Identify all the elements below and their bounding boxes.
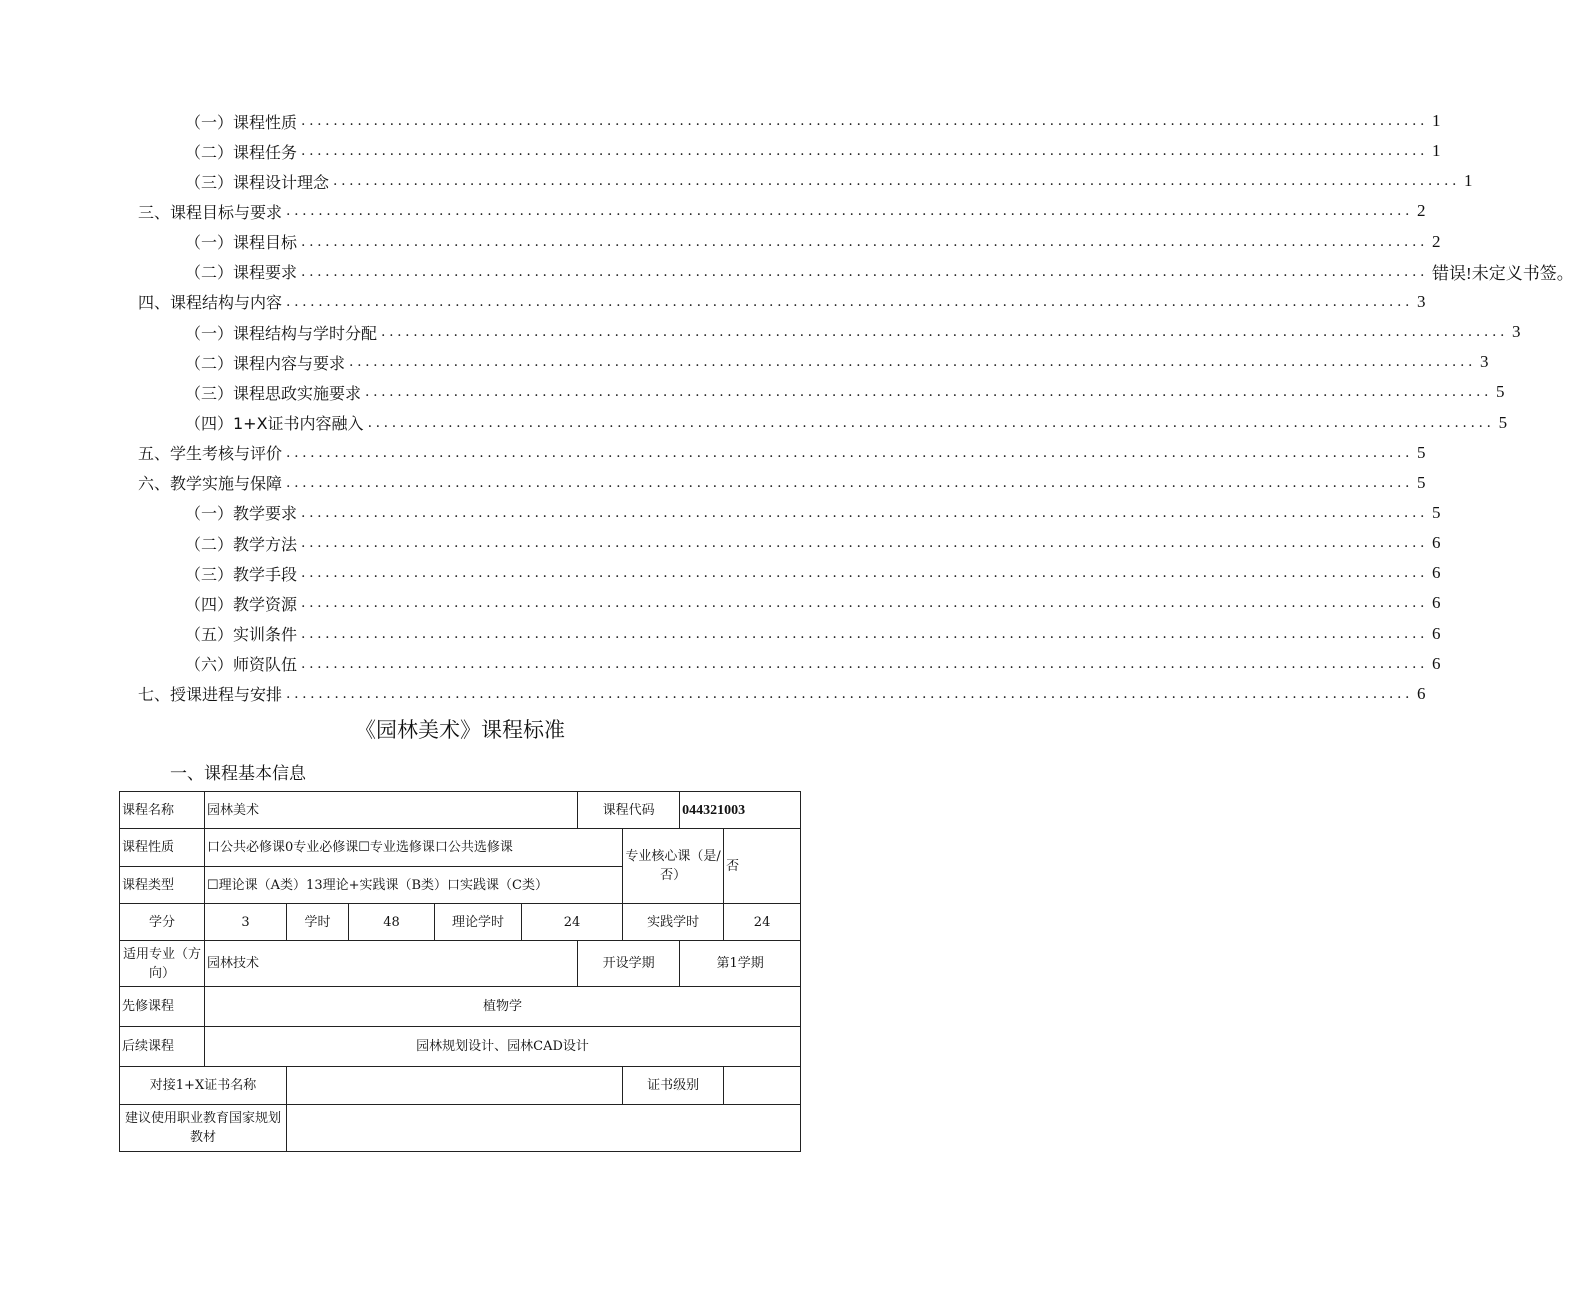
toc-entry-label: （二）课程要求 [185, 263, 298, 283]
table-row [120, 1027, 801, 1067]
toc-entry-label: 三、课程目标与要求 [138, 202, 283, 222]
section-heading: 一、课程基本信息 [170, 764, 306, 784]
toc-entry-page: 3 [1480, 352, 1489, 372]
toc-entry[interactable] [185, 622, 1441, 646]
cert-name-value [287, 1067, 623, 1105]
toc-leader-dots: ............................................................................................................................................ [301, 565, 1429, 582]
toc-entry-label: （一）课程性质 [185, 112, 298, 132]
toc-leader-dots: ............................................................................................................................................ [301, 504, 1429, 521]
toc-entry-label: （二）教学方法 [185, 534, 298, 554]
toc-entry-label: （四）教学资源 [185, 594, 298, 614]
toc-entry-page: 1 [1464, 171, 1473, 191]
toc-entry-page: 2 [1417, 201, 1426, 221]
toc-entry[interactable] [138, 290, 1426, 314]
toc-entry-label: （二）课程任务 [185, 142, 298, 162]
theory-hours-value: 24 [522, 904, 623, 941]
toc-entry-page: 5 [1417, 472, 1426, 492]
toc-entry-label: （二）课程内容与要求 [185, 353, 346, 373]
semester-label: 开设学期 [578, 941, 680, 987]
toc-leader-dots: ............................................................................................................................................ [367, 414, 1495, 431]
toc-leader-dots: ............................................................................................................................................ [301, 595, 1429, 612]
type-value: ☐理论课（A类）13理论+实践课（B类）口实践课（C类） [205, 867, 623, 904]
major-label: 适用专业（方向） [120, 941, 205, 987]
toc-entry-label: 六、教学实施与保障 [138, 474, 283, 494]
table-row [120, 941, 801, 987]
table-row [120, 1067, 801, 1105]
toc-leader-dots: ............................................................................................................................................ [301, 655, 1429, 672]
cert-level-value [724, 1067, 801, 1105]
course-name-label: 课程名称 [120, 792, 205, 829]
toc-entry-label: （三）课程思政实施要求 [185, 383, 362, 403]
semester-value: 第1学期 [680, 941, 801, 987]
major-value: 园林技术 [205, 941, 578, 987]
toc-entry[interactable] [185, 109, 1441, 133]
toc-entry-page: 6 [1432, 653, 1441, 673]
hours-value: 48 [349, 904, 435, 941]
toc-entry-page: 6 [1432, 533, 1441, 553]
toc-leader-dots: ............................................................................................................................................ [333, 173, 1461, 190]
toc-leader-dots: ............................................................................................................................................ [301, 113, 1429, 129]
toc-entry[interactable] [185, 260, 1574, 284]
toc-leader-dots: ............................................................................................................................................ [365, 384, 1493, 401]
toc-entry-label: （一）课程目标 [185, 233, 298, 253]
toc-entry-label: （四）1+X证书内容融入 [185, 414, 364, 433]
table-row [120, 1105, 801, 1152]
toc-leader-dots: ............................................................................................................................................ [286, 293, 1414, 310]
core-value: 否 [724, 829, 801, 904]
toc-entry-page: 5 [1417, 442, 1426, 462]
toc-entry[interactable] [185, 561, 1441, 585]
follow-value: 园林规划设计、园林CAD设计 [205, 1027, 801, 1067]
core-label: 专业核心课（是/否） [623, 829, 724, 904]
prereq-value: 植物学 [205, 987, 801, 1027]
toc-leader-dots: ............................................................................................................................................ [301, 535, 1429, 552]
toc-entry-page: 5 [1498, 412, 1508, 432]
toc-entry-label: （五）实训条件 [185, 625, 298, 645]
nature-value: 口公共必修课0专业必修课☐专业选修课口公共选修课 [205, 829, 623, 867]
toc-leader-dots: ............................................................................................................................................ [349, 354, 1477, 371]
toc-entry-label: 四、课程结构与内容 [138, 293, 283, 313]
toc-entry-page: 1 [1432, 141, 1441, 161]
toc-entry-page: 5 [1496, 382, 1505, 402]
toc-entry-page: 6 [1432, 593, 1441, 613]
toc-entry-label: （三）课程设计理念 [185, 172, 330, 192]
toc-entry-page: 6 [1432, 563, 1441, 583]
toc-entry-page: 6 [1432, 623, 1441, 643]
hours-label: 学时 [287, 904, 349, 941]
toc-entry[interactable] [185, 380, 1505, 404]
toc-entry-page: 错误!未定义书签。 [1432, 264, 1574, 284]
textbook-value [287, 1105, 801, 1152]
toc-entry-page: 6 [1417, 683, 1426, 703]
table-row [120, 792, 801, 829]
toc-entry[interactable] [185, 652, 1441, 676]
toc-entry-page: 2 [1432, 231, 1441, 251]
toc-entry-label: （三）教学手段 [185, 564, 298, 584]
type-label: 课程类型 [120, 867, 205, 904]
toc-leader-dots: ............................................................................................................................................ [286, 203, 1414, 220]
table-row [120, 904, 801, 941]
toc-leader-dots: ............................................................................................................................................ [301, 625, 1429, 642]
course-code-value: 044321003 [680, 792, 801, 829]
credit-label: 学分 [120, 904, 205, 941]
toc-leader-dots: ............................................................................................................................................ [286, 474, 1414, 491]
toc-leader-dots: ............................................................................................................................................ [381, 324, 1509, 341]
toc-entry-label: 五、学生考核与评价 [138, 444, 283, 464]
toc-entry[interactable] [138, 441, 1426, 465]
toc-leader-dots: ............................................................................................................................................ [286, 685, 1414, 702]
cert-label: 对接1+X证书名称 [120, 1067, 287, 1105]
toc-entry[interactable] [138, 471, 1426, 495]
toc-entry-page: 5 [1432, 502, 1441, 522]
course-code-label: 课程代码 [578, 792, 680, 829]
toc-entry-label: 七、授课进程与安排 [138, 685, 283, 705]
table-row [120, 987, 801, 1027]
theory-hours-label: 理论学时 [435, 904, 522, 941]
course-info-table [119, 791, 801, 1152]
toc-entry-page: 3 [1417, 291, 1426, 311]
cert-level-label: 证书级别 [623, 1067, 724, 1105]
course-name-value: 园林美术 [205, 792, 578, 829]
table-row [120, 829, 801, 867]
toc-entry[interactable] [185, 501, 1441, 525]
toc-entry[interactable] [138, 682, 1426, 706]
document-title: 《园林美术》课程标准 [355, 718, 565, 742]
toc-entry-label: （六）师资队伍 [185, 655, 298, 675]
toc-entry-label: （一）课程结构与学时分配 [185, 323, 378, 343]
nature-label: 课程性质 [120, 829, 205, 867]
toc-entry[interactable] [185, 350, 1489, 374]
toc-leader-dots: ............................................................................................................................................ [286, 444, 1414, 461]
textbook-label: 建议使用职业教育国家规划教材 [120, 1105, 287, 1152]
toc-entry[interactable] [185, 139, 1441, 163]
toc-entry[interactable] [185, 169, 1473, 193]
toc-entry[interactable] [185, 320, 1521, 344]
practice-hours-label: 实践学时 [623, 904, 724, 941]
practice-hours-value: 24 [724, 904, 801, 941]
credit-value: 3 [205, 904, 287, 941]
toc-entry[interactable] [185, 591, 1441, 615]
toc-leader-dots: ............................................................................................................................................ [301, 233, 1429, 250]
toc-entry[interactable] [185, 531, 1441, 555]
toc-entry[interactable] [138, 199, 1426, 223]
toc-entry-page: 3 [1512, 322, 1521, 342]
toc-entry[interactable] [185, 230, 1441, 254]
follow-label: 后续课程 [120, 1027, 205, 1067]
prereq-label: 先修课程 [120, 987, 205, 1027]
toc-entry-page: 1 [1432, 111, 1441, 130]
toc-leader-dots: ............................................................................................................................................ [301, 143, 1429, 160]
toc-entry[interactable] [185, 411, 1508, 435]
toc-entry-label: （一）教学要求 [185, 504, 298, 524]
toc-leader-dots: ............................................................................................................................................ [301, 263, 1429, 280]
